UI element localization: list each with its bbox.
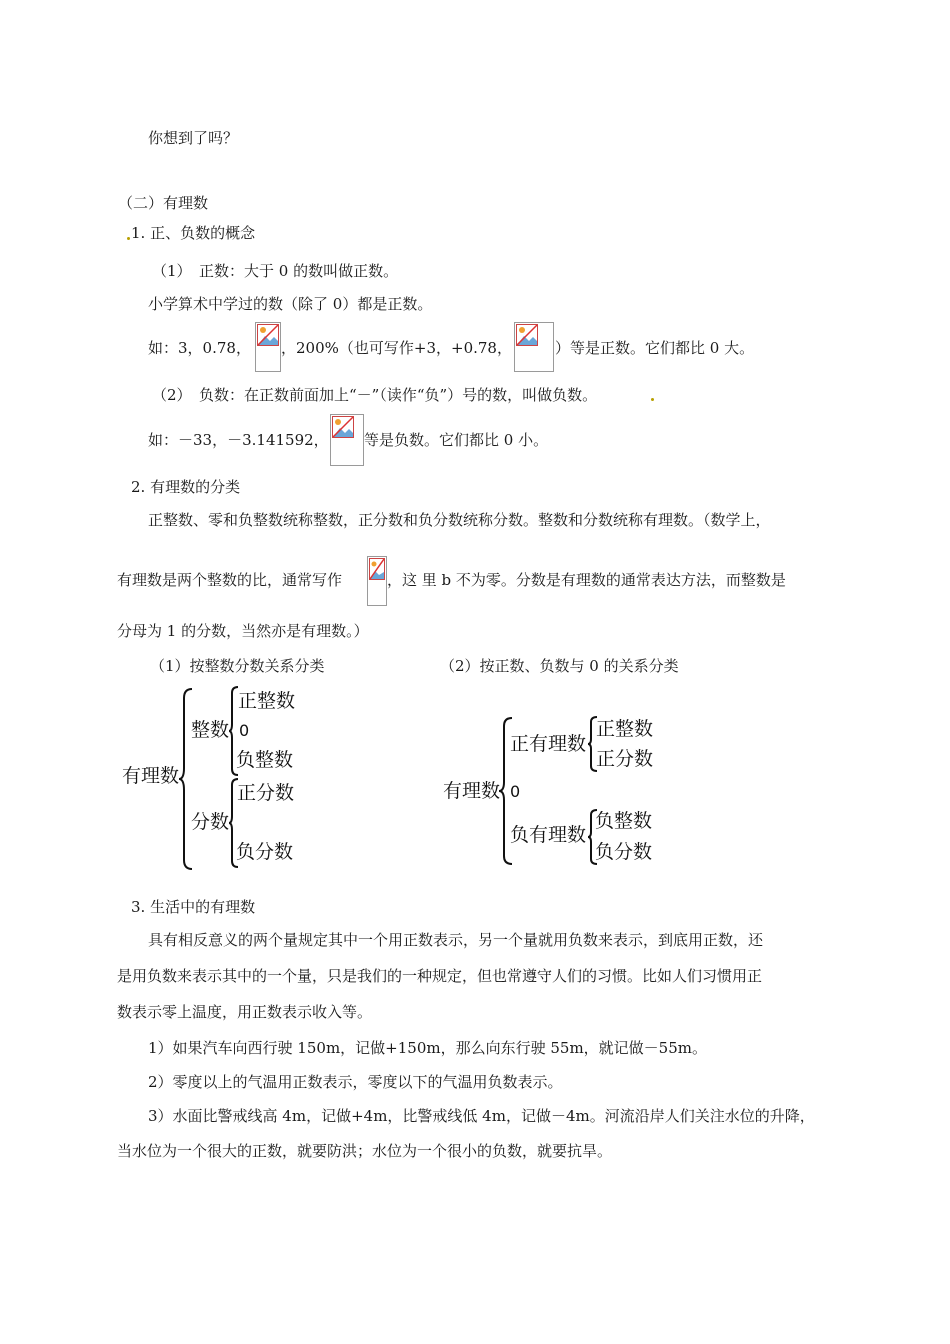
s2-line2a: 有理数是两个整数的比，通常写作: [117, 571, 343, 589]
s1-title: 1. 正、负数的概念: [131, 224, 256, 242]
d1-root-brace: [178, 688, 194, 870]
broken-image-icon: [257, 324, 279, 346]
d1-root: 有理数: [122, 765, 180, 787]
s1-p1-label: （1）: [152, 262, 192, 280]
broken-image-icon: [516, 324, 538, 346]
s1-p1-example-b: ，200%（也可写作+3，+0.78，: [281, 339, 512, 357]
d1-positive-integer: 正整数: [238, 690, 296, 712]
s1-p1-note: 小学算术中学过的数（除了 0）都是正数。: [148, 295, 433, 313]
d2-positive-fraction: 正分数: [596, 748, 654, 770]
fraction-image-placeholder: [330, 414, 364, 466]
marker-dot: [127, 237, 130, 240]
s3-example-3-line2: 当水位为一个很大的正数，就要防洪；水位为一个很小的负数，就要抗旱。: [117, 1142, 613, 1160]
s2-line1: 正整数、零和负整数统称整数，正分数和负分数统称分数。整数和分数统称有理数。（数学上，: [148, 511, 771, 529]
s2-line2b: ，这 里 b 不为零。分数是有理数的通常表达方法，而整数是: [387, 571, 786, 589]
d2-root: 有理数: [443, 780, 501, 802]
d1-zero: 0: [239, 721, 250, 740]
d2-negative-rational: 负有理数: [510, 824, 587, 846]
fraction-image-placeholder: [367, 556, 387, 606]
d2-zero: 0: [510, 782, 521, 801]
s1-p2-label: （2）: [152, 386, 192, 404]
fraction-image-placeholder: [255, 322, 281, 372]
s3-para-line2: 是用负数来表示其中的一个量，只是我们的一种规定，但也常遵守人们的习惯。比如人们习惯用正: [117, 967, 763, 985]
s3-para-line1: 具有相反意义的两个量规定其中一个用正数表示，另一个量就用负数来表示，到底用正数，还: [148, 931, 764, 949]
s1-p1-example-a: 如：3，0.78，: [148, 339, 251, 357]
s2-line3: 分母为 1 的分数，当然亦是有理数。）: [117, 622, 369, 640]
broken-image-icon: [369, 558, 385, 580]
classification-2-title: （2）按正数、负数与 0 的关系分类: [440, 657, 679, 675]
s3-example-2: 2）零度以上的气温用正数表示，零度以下的气温用负数表示。: [148, 1073, 563, 1091]
d2-positive-rational: 正有理数: [510, 733, 587, 755]
d1-negative-integer: 负整数: [236, 749, 294, 771]
classification-1-title: （1）按整数分数关系分类: [150, 657, 325, 675]
s1-p2-example-a: 如：－33，－3.141592，: [148, 431, 329, 449]
intro-text: 你想到了吗？: [148, 129, 239, 147]
d1-fraction: 分数: [191, 811, 230, 833]
d1-integer: 整数: [191, 719, 230, 741]
section-title: （二）有理数: [118, 194, 209, 212]
fraction-image-placeholder: [514, 322, 554, 372]
marker-dot: [651, 398, 654, 401]
d2-negative-fraction: 负分数: [595, 841, 653, 863]
s1-p1-text: 正数：大于 0 的数叫做正数。: [199, 262, 399, 280]
s3-para-line3: 数表示零上温度，用正数表示收入等。: [117, 1003, 373, 1021]
d2-positive-integer: 正整数: [596, 718, 654, 740]
s1-p2-example-b: 等是负数。它们都比 0 小。: [364, 431, 549, 449]
d1-negative-fraction: 负分数: [236, 841, 294, 863]
s3-example-1: 1）如果汽车向西行驶 150m，记做+150m，那么向东行驶 55m，就记做－55m。: [148, 1039, 707, 1057]
d2-negative-integer: 负整数: [595, 810, 653, 832]
s3-example-3-line1: 3）水面比警戒线高 4m，记做+4m，比警戒线低 4m，记做－4m。河流沿岸人们关注水位的升降，: [148, 1107, 815, 1125]
broken-image-icon: [332, 416, 354, 438]
s1-p1-example-c: ）等是正数。它们都比 0 大。: [555, 339, 755, 357]
s2-title: 2. 有理数的分类: [131, 478, 241, 496]
d1-positive-fraction: 正分数: [237, 782, 295, 804]
s3-title: 3. 生活中的有理数: [131, 898, 256, 916]
s1-p2-text: 负数：在正数前面加上“－”（读作“负”）号的数，叫做负数。: [199, 386, 598, 404]
